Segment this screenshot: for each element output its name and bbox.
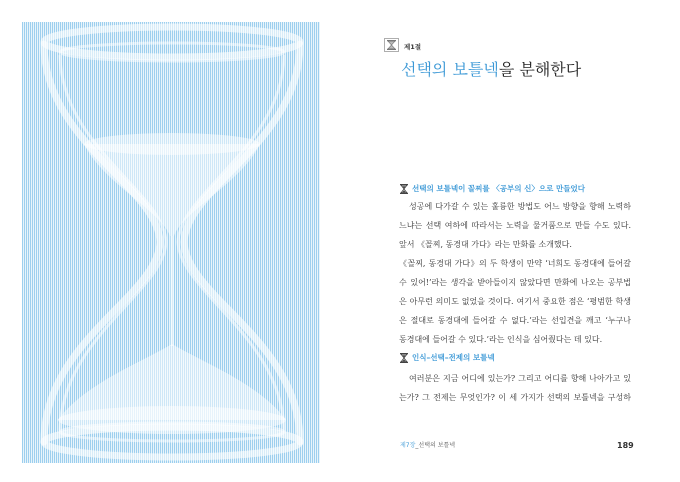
section-label: 제1절	[404, 43, 422, 51]
hourglass-icon	[400, 184, 408, 194]
hourglass-illustration	[22, 22, 320, 463]
text-line: 성공에 다가갈 수 있는 훌륭한 방법도 어느 방향을 향해 노력하	[409, 202, 631, 211]
text-line: 는가? 그 전제는 무엇인가? 이 세 가지가 선택의 보틀넥을 구성하	[399, 393, 631, 402]
hourglass-icon	[400, 353, 408, 363]
hourglass-icon	[384, 38, 399, 52]
body-text	[399, 197, 631, 349]
page-title	[401, 60, 581, 80]
text-line: 여러분은 지금 어디에 있는가? 그리고 어디를 향해 나아가고 있	[409, 374, 631, 383]
hourglass-bottom-sand-base	[58, 406, 286, 434]
text-line: 동경대에 들어갈 수 있다.’라는 인식을 심어줬다는 데 있다.	[399, 335, 603, 344]
page-title-highlight: 선택의 보틀넥	[401, 60, 499, 79]
body-text	[399, 369, 631, 407]
page-number: 189	[617, 441, 634, 450]
footer-title: _선택의 보틀넥	[415, 442, 456, 449]
text-line: 《꼴찌, 동경대 가다》의 두 학생이 만약 ‘너희도 동경대에 들어갈	[399, 259, 631, 268]
text-line: 은 아무런 의미도 없었을 것이다. 여기서 중요한 점은 ‘평범한 학생	[399, 297, 631, 306]
hourglass-sand-stream	[171, 236, 174, 346]
text-line: 앞서 《꼴찌, 동경대 가다》라는 만화를 소개했다.	[399, 240, 572, 249]
text-line: 수 있어!’라는 생각을 받아들이지 않았다면 만화에 나오는 공부법	[399, 278, 631, 287]
footer-chapter: 제7장	[400, 442, 416, 449]
running-footer	[400, 442, 455, 450]
page-title-rest: 을 분해한다	[498, 60, 582, 79]
text-line: 은 절대로 동경대에 들어갈 수 없다.’라는 선입견을 깨고 ‘누구나	[399, 316, 631, 325]
text-line: 느냐는 선택 여하에 따라서는 노력을 물거품으로 만들 수도 있다.	[399, 221, 631, 230]
hourglass-top-sand-surface	[84, 133, 260, 155]
section-heading: 인식–선택–전제의 보틀넥	[412, 353, 495, 362]
hourglass-icon	[22, 22, 320, 463]
hourglass-top-sand	[84, 144, 260, 236]
section-heading: 선택의 보틀넥이 꼴찌를 〈공부의 신〉으로 만들었다	[412, 184, 585, 193]
